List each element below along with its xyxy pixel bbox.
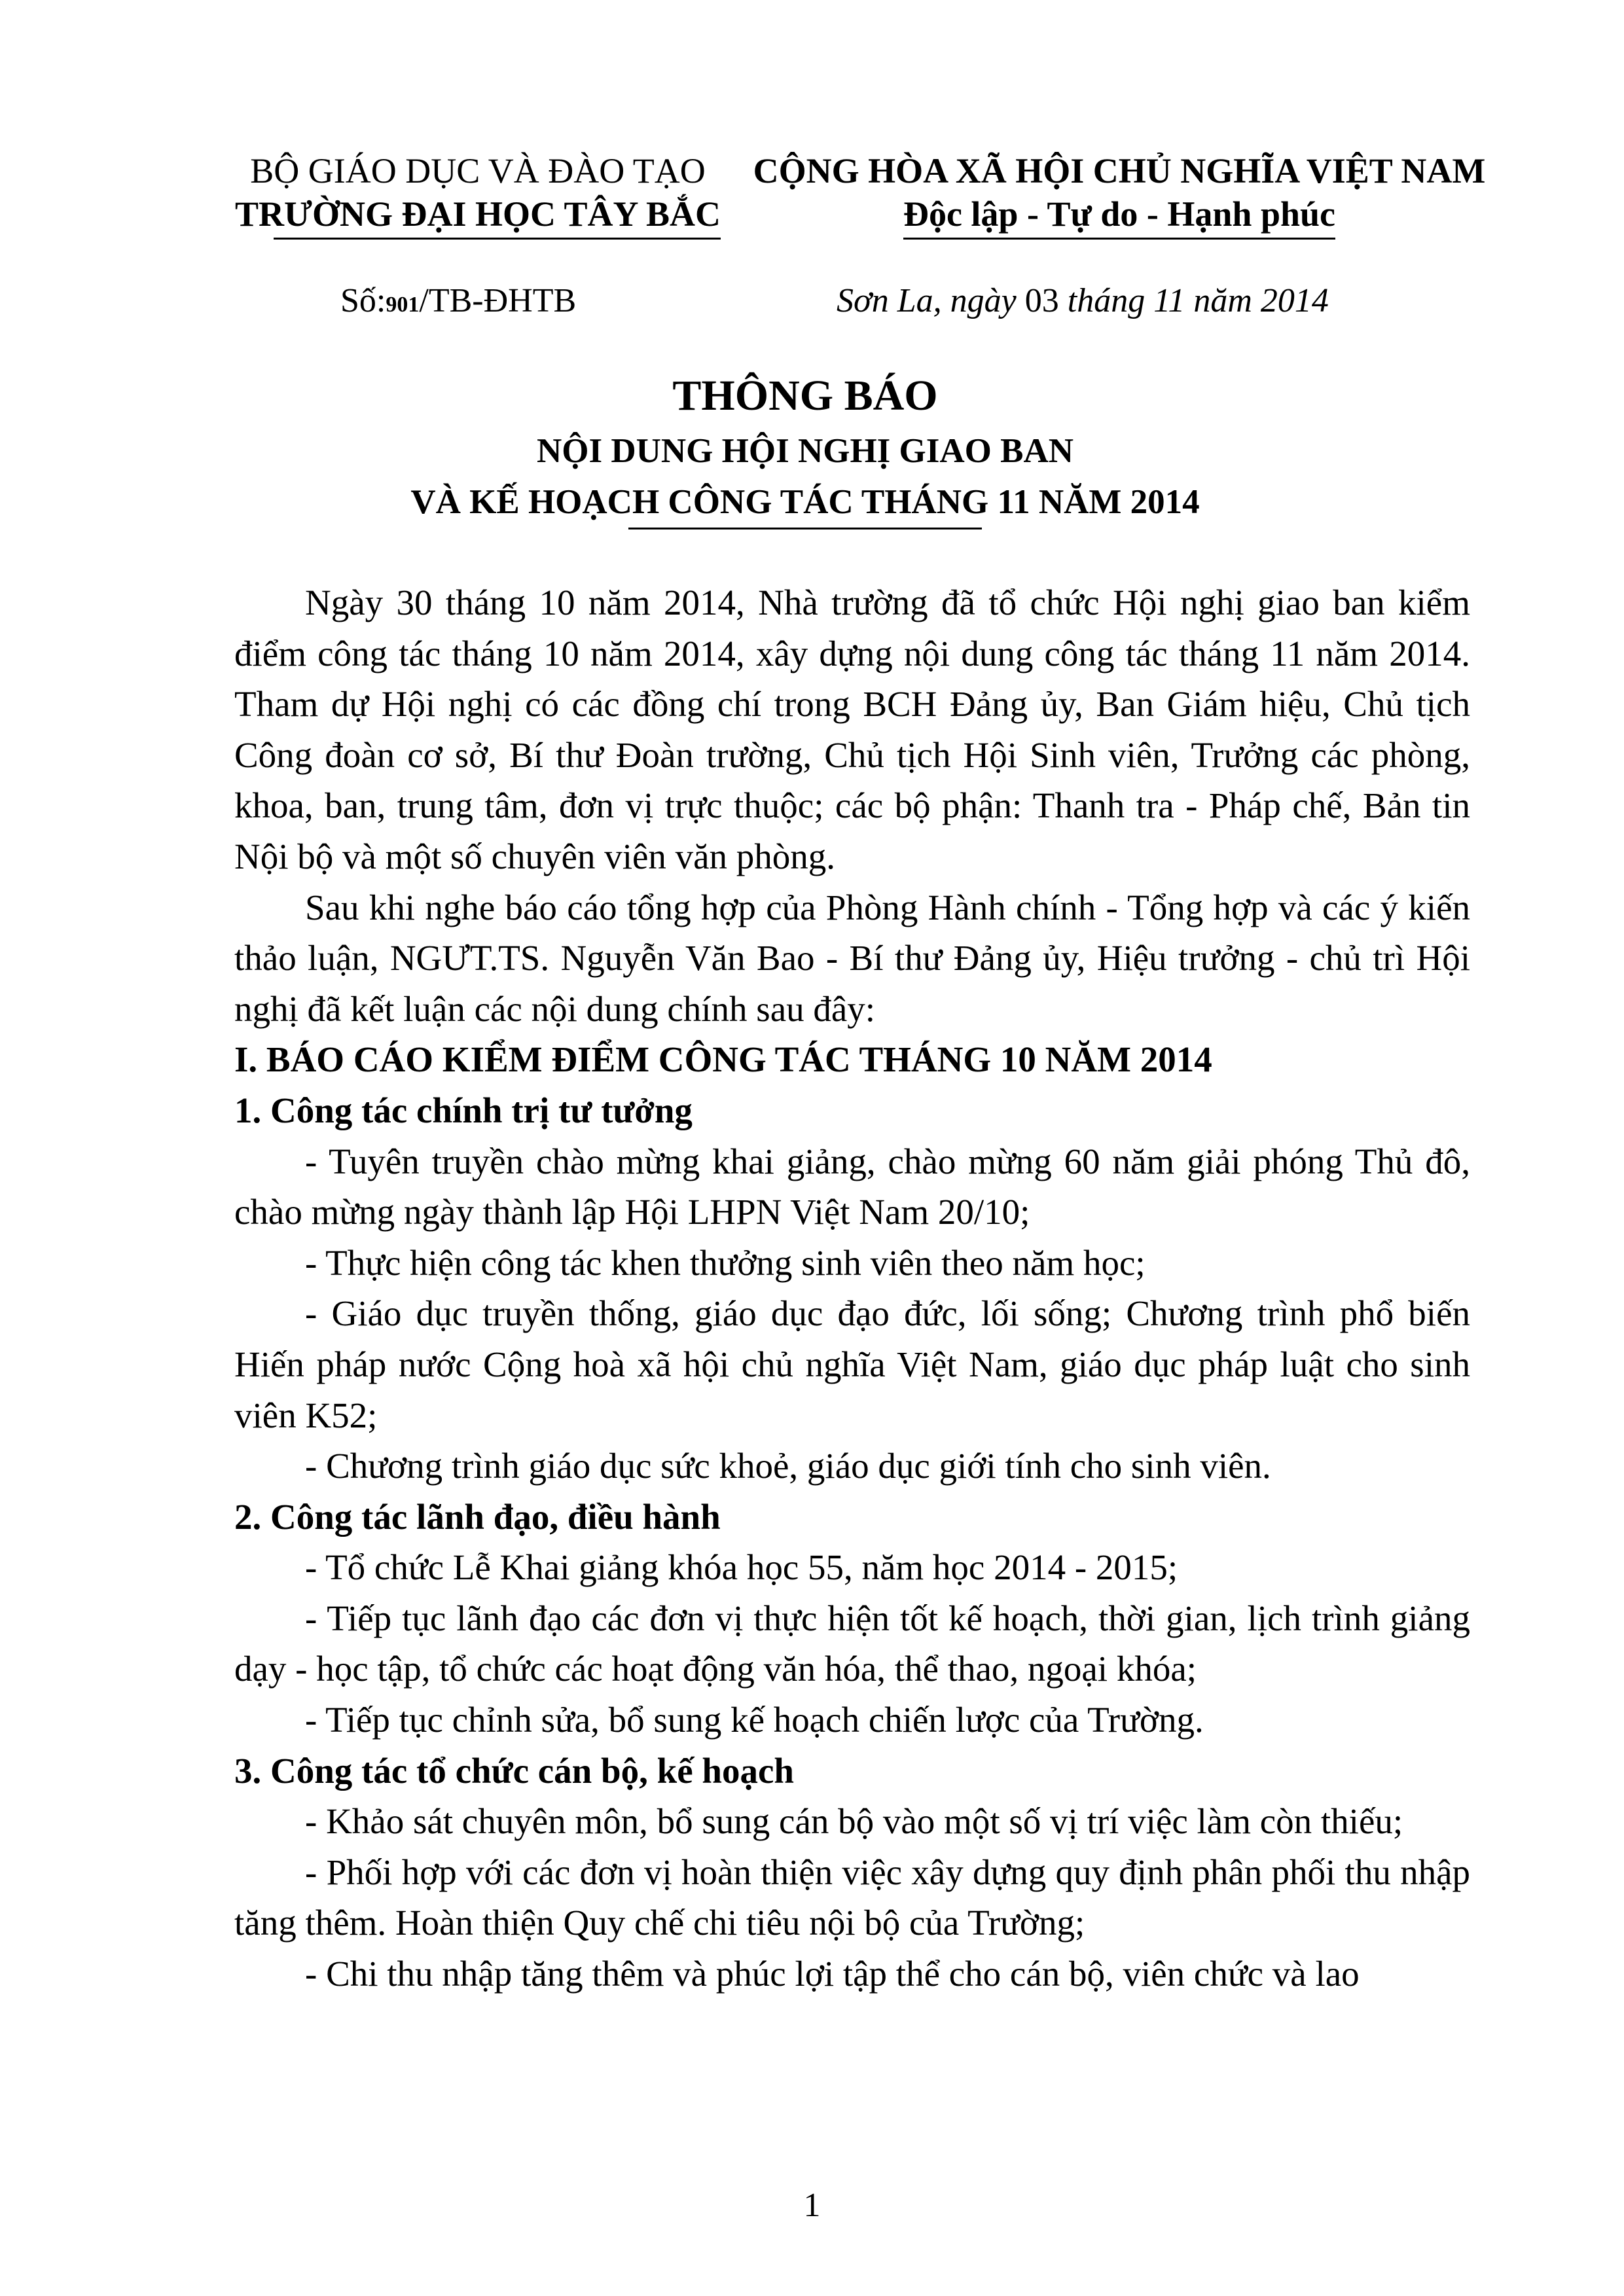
subsection-heading-3: 3. Công tác tổ chức cán bộ, kế hoạch: [234, 1750, 794, 1791]
document-body: [234, 577, 1470, 2000]
document-subtitle-1: NỘI DUNG HỘI NGHỊ GIAO BAN: [536, 432, 1074, 470]
conclusion-paragraph: Sau khi nghe báo cáo tổng hợp của Phòng Hành chính - Tổng hợp và các ý kiến thảo luận, NGƯT.TS. Nguyễn Văn Bao - Bí thư Đảng ủy, Hiệu trưởng - chủ trì Hội nghị đã kết luận các nội dung chính sau đây:: [234, 887, 1470, 1029]
list-item: - Tiếp tục lãnh đạo các đơn vị thực hiện tốt kế hoạch, thời gian, lịch trình giảng dạy - học tập, tổ chức các hoạt động văn hóa, thể thao, ngoại khóa;: [234, 1598, 1470, 1689]
list-item: - Khảo sát chuyên môn, bổ sung cán bộ vào một số vị trí việc làm còn thiếu;: [305, 1801, 1403, 1842]
list-item: - Tổ chức Lễ Khai giảng khóa học 55, năm học 2014 - 2015;: [305, 1547, 1178, 1588]
list-item: - Thực hiện công tác khen thưởng sinh viên theo năm học;: [305, 1242, 1146, 1283]
document-subtitle-2: VÀ KẾ HOẠCH CÔNG TÁC THÁNG 11 NĂM 2014: [410, 483, 1200, 521]
section-heading-1: I. BÁO CÁO KIỂM ĐIỂM CÔNG TÁC THÁNG 10 NĂM 2014: [234, 1039, 1212, 1080]
document-title: THÔNG BÁO: [672, 372, 938, 420]
title-underline: [628, 528, 982, 529]
list-item: - Chi thu nhập tăng thêm và phúc lợi tập thể cho cán bộ, viên chức và lao: [305, 1954, 1360, 1994]
national-motto: Độc lập - Tự do - Hạnh phúc: [903, 192, 1335, 236]
list-item: - Tiếp tục chỉnh sửa, bổ sung kế hoạch chiến lược của Trường.: [305, 1700, 1204, 1740]
document-number-value: 901: [386, 293, 420, 317]
header-right: [740, 149, 1499, 236]
document-number: Số:901/TB-ĐHTB: [340, 282, 577, 319]
subsection-heading-1: 1. Công tác chính trị tư tưởng: [234, 1090, 693, 1130]
subsection-heading-2: 2. Công tác lãnh đạo, điều hành: [234, 1496, 721, 1537]
date-day: 03: [1024, 282, 1059, 319]
page-number: 1: [803, 2187, 821, 2224]
list-item: - Chương trình giáo dục sức khoẻ, giáo dục giới tính cho sinh viên.: [305, 1446, 1271, 1486]
intro-paragraph: Ngày 30 tháng 10 năm 2014, Nhà trường đã tổ chức Hội nghị giao ban kiểm điểm công tác tháng 10 năm 2014, xây dựng nội dung công tác tháng 11 năm 2014. Tham dự Hội nghị có các đồng chí trong BCH Đảng ủy, Ban Giám hiệu, Chủ tịch Công đoàn cơ sở, Bí thư Đoàn trường, Chủ tịch Hội Sinh viên, Trưởng các phòng, khoa, ban, trung tâm, đơn vị trực thuộc; các bộ phận: Thanh tra - Pháp chế, Bản tin Nội bộ và một số chuyên viên văn phòng.: [234, 583, 1470, 876]
document-title-block: [216, 367, 1394, 529]
ministry-name: BỘ GIÁO DỤC VÀ ĐÀO TẠO: [250, 151, 706, 190]
list-item: - Tuyên truyền chào mừng khai giảng, chào mừng 60 năm giải phóng Thủ đô, chào mừng ngày thành lập Hội LHPN Việt Nam 20/10;: [234, 1141, 1470, 1232]
place-date: Sơn La, ngày 03 tháng 11 năm 2014: [837, 282, 1329, 319]
header-left: [216, 149, 740, 236]
list-item: - Giáo dục truyền thống, giáo dục đạo đức, lối sống; Chương trình phổ biến Hiến pháp nước Cộng hoà xã hội chủ nghĩa Việt Nam, giáo dục pháp luật cho sinh viên K52;: [234, 1293, 1470, 1435]
list-item: - Phối hợp với các đơn vị hoàn thiện việc xây dựng quy định phân phối thu nhập tăng thêm. Hoàn thiện Quy chế chi tiêu nội bộ của Trường;: [234, 1852, 1470, 1943]
national-title: CỘNG HÒA XÃ HỘI CHỦ NGHĨA VIỆT NAM: [753, 151, 1486, 190]
university-name: TRƯỜNG ĐẠI HỌC TÂY BẮC: [235, 192, 721, 236]
